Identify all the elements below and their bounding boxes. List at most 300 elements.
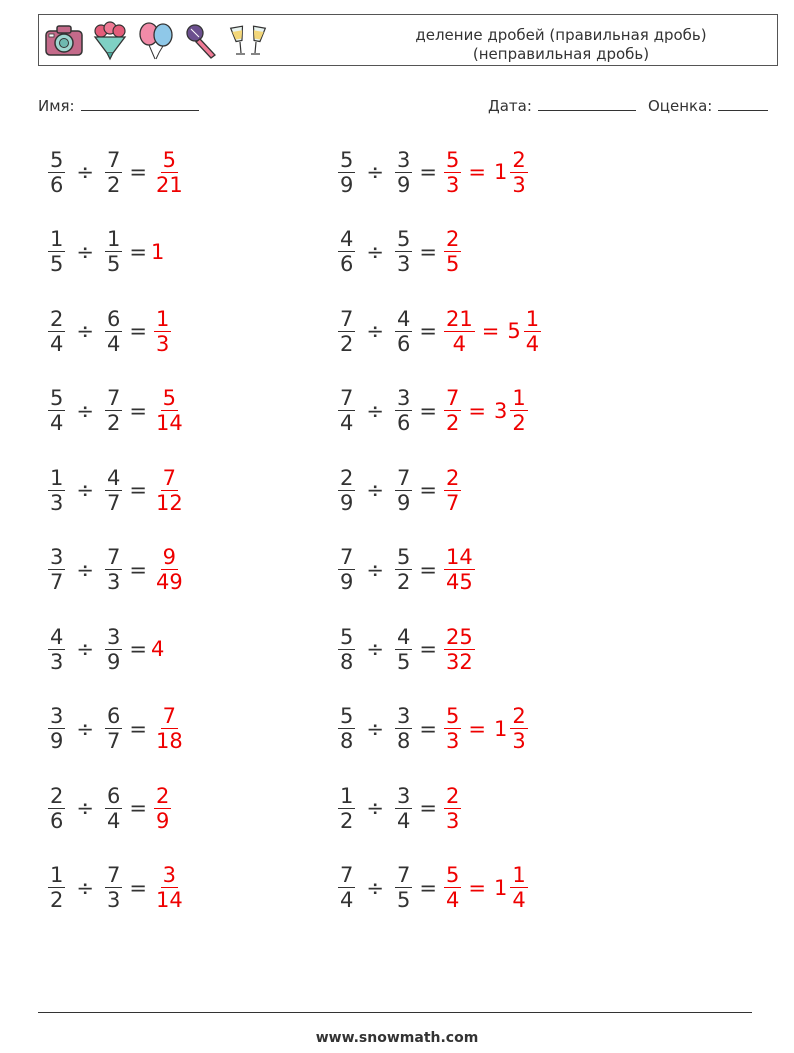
dividend-fraction xyxy=(338,704,355,753)
answer-fraction-denominator: 49 xyxy=(155,570,183,594)
dividend-fraction-denominator: 2 xyxy=(340,331,354,356)
answer xyxy=(151,307,174,356)
answer xyxy=(441,625,478,674)
dividend-fraction-numerator: 3 xyxy=(50,545,64,569)
answer-fraction-denominator: 4 xyxy=(445,888,460,912)
division-sign: ÷ xyxy=(366,875,384,900)
answer-fraction-numerator: 7 xyxy=(445,386,460,410)
dividend-fraction-numerator: 5 xyxy=(340,624,354,649)
division-sign: ÷ xyxy=(366,478,384,502)
division-sign: ÷ xyxy=(366,239,384,264)
problem-row xyxy=(45,540,188,600)
division-sign: ÷ xyxy=(76,796,94,820)
dividend-fraction xyxy=(48,863,65,912)
equals-sign: = xyxy=(419,716,437,741)
camera-icon xyxy=(43,21,85,61)
divisor-fraction-numerator: 5 xyxy=(396,545,411,569)
equals-sign: = xyxy=(129,557,147,582)
mixed-fraction-denominator: 2 xyxy=(512,411,526,435)
answer-fraction-denominator: 3 xyxy=(155,331,170,356)
dividend-fraction-numerator: 2 xyxy=(50,783,64,808)
answer-fraction xyxy=(154,386,185,435)
divisor-fraction-denominator: 5 xyxy=(106,252,121,276)
balloons-icon xyxy=(135,21,177,61)
division-sign: ÷ xyxy=(76,637,94,661)
answer xyxy=(151,784,174,833)
equals-sign: = xyxy=(129,239,147,264)
divisor-fraction xyxy=(395,227,412,276)
divisor-fraction-denominator: 4 xyxy=(396,808,411,833)
dividend-fraction-denominator: 3 xyxy=(50,649,64,674)
footer-url: www.snowmath.com xyxy=(315,1030,479,1046)
dividend-fraction-numerator: 7 xyxy=(340,545,354,569)
microphone-icon xyxy=(181,21,223,61)
mixed-whole: 1 xyxy=(493,875,508,900)
dividend-fraction-denominator: 8 xyxy=(340,649,354,674)
division-sign: ÷ xyxy=(366,796,384,820)
mixed-whole: 1 xyxy=(493,716,508,741)
division-sign: ÷ xyxy=(366,557,384,582)
divisor-fraction-denominator: 7 xyxy=(106,729,121,753)
answer-fraction-denominator: 21 xyxy=(155,172,183,197)
dividend-fraction-denominator: 3 xyxy=(50,490,64,515)
answer xyxy=(151,148,188,197)
dividend-fraction-denominator: 9 xyxy=(340,172,354,197)
divisor-fraction-denominator: 9 xyxy=(106,649,121,674)
answer-fraction-denominator: 4 xyxy=(452,331,467,356)
dividend-fraction xyxy=(338,227,355,276)
dividend-fraction-numerator: 7 xyxy=(340,863,354,887)
answer-whole: 4 xyxy=(150,637,165,661)
divisor-fraction xyxy=(395,625,412,674)
answer-equals-sign: = xyxy=(468,875,486,900)
divisor-fraction-denominator: 9 xyxy=(396,172,411,197)
dividend-fraction-numerator: 1 xyxy=(50,863,64,887)
division-sign: ÷ xyxy=(366,398,384,423)
problem-row xyxy=(45,460,188,520)
divisor-fraction-denominator: 2 xyxy=(106,172,121,197)
mixed-fraction-denominator: 3 xyxy=(512,172,526,197)
division-sign: ÷ xyxy=(76,557,94,582)
divisor-fraction-numerator: 3 xyxy=(396,704,411,728)
title-line-1: деление дробей (правильная дробь) xyxy=(415,26,707,44)
answer-fraction xyxy=(154,863,185,912)
answer-fraction-denominator: 3 xyxy=(445,808,460,833)
worksheet-header xyxy=(38,14,778,66)
answer-fraction-denominator: 7 xyxy=(445,490,460,515)
problem-row xyxy=(45,778,174,838)
answer-fraction-numerator: 5 xyxy=(162,147,177,172)
divisor-fraction xyxy=(105,625,122,674)
divisor-fraction-denominator: 8 xyxy=(396,729,411,753)
divisor-fraction xyxy=(105,784,122,833)
divisor-fraction-numerator: 7 xyxy=(396,465,411,490)
divisor-fraction-denominator: 3 xyxy=(106,570,121,594)
divisor-fraction xyxy=(105,148,122,197)
dividend-fraction-denominator: 7 xyxy=(50,570,64,594)
answer xyxy=(441,148,531,197)
dividend-fraction xyxy=(338,148,355,197)
dividend-fraction xyxy=(338,307,355,356)
dividend-fraction-numerator: 7 xyxy=(340,306,354,331)
dividend-fraction xyxy=(338,863,355,912)
mixed-fraction-numerator: 2 xyxy=(512,147,526,172)
grade-line[interactable] xyxy=(718,96,768,111)
answer-fraction-numerator: 7 xyxy=(162,704,177,728)
equals-sign: = xyxy=(419,796,437,820)
equals-sign: = xyxy=(129,478,147,502)
divisor-fraction xyxy=(395,863,412,912)
flower-bouquet-icon xyxy=(89,21,131,61)
answer xyxy=(441,386,531,435)
divisor-fraction xyxy=(395,545,412,594)
answer-fraction-numerator: 5 xyxy=(445,863,460,887)
dividend-fraction-numerator: 1 xyxy=(50,465,64,490)
problem-row xyxy=(45,381,188,441)
equals-sign: = xyxy=(419,160,437,184)
mixed-fraction-numerator: 1 xyxy=(512,386,526,410)
divisor-fraction-denominator: 6 xyxy=(396,411,411,435)
dividend-fraction-denominator: 9 xyxy=(50,729,64,753)
mixed-fraction-numerator: 1 xyxy=(525,306,540,331)
answer-fraction-denominator: 9 xyxy=(155,808,170,833)
date-line[interactable] xyxy=(538,96,636,111)
dividend-fraction xyxy=(48,148,65,197)
equals-sign: = xyxy=(129,160,147,184)
answer-fraction xyxy=(444,784,461,833)
problem-row xyxy=(335,142,531,202)
answer-equals-sign: = xyxy=(468,398,486,423)
dividend-fraction-numerator: 7 xyxy=(340,386,354,410)
divisor-fraction-numerator: 3 xyxy=(106,624,121,649)
worksheet-title xyxy=(381,26,741,64)
mixed-fraction-denominator: 3 xyxy=(512,729,526,753)
divisor-fraction-numerator: 6 xyxy=(106,704,121,728)
problem-row xyxy=(335,778,464,838)
dividend-fraction-denominator: 2 xyxy=(340,808,354,833)
divisor-fraction xyxy=(105,863,122,912)
answer-fraction-numerator: 5 xyxy=(445,704,460,728)
answer-fraction xyxy=(444,704,461,753)
problem-row xyxy=(45,858,188,918)
answer-fraction xyxy=(154,545,185,594)
equals-sign: = xyxy=(129,398,147,423)
equals-sign: = xyxy=(419,398,437,423)
dividend-fraction-denominator: 4 xyxy=(50,331,64,356)
equals-sign: = xyxy=(129,637,147,661)
answer-fraction-numerator: 2 xyxy=(445,783,460,808)
division-sign: ÷ xyxy=(76,478,94,502)
answer-fraction xyxy=(154,466,185,515)
header-icons xyxy=(43,21,269,61)
answer-fraction xyxy=(154,148,185,197)
dividend-fraction-numerator: 2 xyxy=(50,306,64,331)
answer xyxy=(151,637,164,661)
problem-row xyxy=(45,142,188,202)
problem-row xyxy=(335,460,464,520)
dividend-fraction-numerator: 5 xyxy=(340,147,354,172)
dividend-fraction xyxy=(48,545,65,594)
divisor-fraction-numerator: 7 xyxy=(396,863,411,887)
divisor-fraction xyxy=(395,386,412,435)
dividend-fraction xyxy=(48,227,65,276)
mixed-whole: 1 xyxy=(493,160,508,184)
mixed-fraction-numerator: 1 xyxy=(512,863,526,887)
divisor-fraction xyxy=(395,466,412,515)
answer-fraction xyxy=(444,625,475,674)
answer-fraction-numerator: 14 xyxy=(445,545,473,569)
divisor-fraction-denominator: 2 xyxy=(396,570,411,594)
divisor-fraction-numerator: 3 xyxy=(396,783,411,808)
dividend-fraction xyxy=(48,625,65,674)
mixed-fraction xyxy=(510,863,527,912)
dividend-fraction xyxy=(338,784,355,833)
divisor-fraction-denominator: 7 xyxy=(106,490,121,515)
divisor-fraction-denominator: 3 xyxy=(396,252,411,276)
footer-divider xyxy=(38,1012,752,1013)
equals-sign: = xyxy=(419,239,437,264)
division-sign: ÷ xyxy=(366,637,384,661)
answer xyxy=(441,227,464,276)
problem-row xyxy=(335,301,544,361)
answer-fraction-numerator: 2 xyxy=(445,227,460,251)
answer xyxy=(151,386,188,435)
answer-fraction-numerator: 5 xyxy=(162,386,177,410)
divisor-fraction xyxy=(395,784,412,833)
champagne-glasses-icon xyxy=(227,21,269,61)
division-sign: ÷ xyxy=(76,875,94,900)
answer-fraction-denominator: 2 xyxy=(445,411,460,435)
answer-equals-sign: = xyxy=(468,716,486,741)
answer-equals-sign: = xyxy=(481,319,500,343)
divisor-fraction xyxy=(105,307,122,356)
mixed-fraction xyxy=(510,386,527,435)
division-sign: ÷ xyxy=(366,319,384,343)
answer xyxy=(151,240,164,264)
dividend-fraction-numerator: 3 xyxy=(50,704,64,728)
dividend-fraction-numerator: 5 xyxy=(50,386,64,410)
equals-sign: = xyxy=(129,319,147,343)
divisor-fraction xyxy=(395,148,412,197)
answer-fraction xyxy=(444,307,475,356)
divisor-fraction-denominator: 5 xyxy=(396,888,411,912)
divisor-fraction-numerator: 7 xyxy=(106,545,121,569)
dividend-fraction xyxy=(338,466,355,515)
divisor-fraction-numerator: 5 xyxy=(396,227,411,251)
dividend-fraction-numerator: 1 xyxy=(340,783,354,808)
divisor-fraction xyxy=(395,307,412,356)
dividend-fraction-denominator: 6 xyxy=(50,172,64,197)
equals-sign: = xyxy=(419,875,437,900)
name-label: Имя: xyxy=(38,97,75,115)
answer xyxy=(441,466,464,515)
problem-row xyxy=(335,619,478,679)
answer-fraction-denominator: 3 xyxy=(445,172,460,197)
divisor-fraction-denominator: 6 xyxy=(396,331,411,356)
mixed-fraction-denominator: 4 xyxy=(512,888,526,912)
answer-equals-sign: = xyxy=(468,160,486,184)
divisor-fraction-numerator: 1 xyxy=(106,227,121,251)
equals-sign: = xyxy=(129,716,147,741)
divisor-fraction xyxy=(395,704,412,753)
problem-row xyxy=(335,540,478,600)
answer-fraction-denominator: 45 xyxy=(445,570,473,594)
divisor-fraction-numerator: 3 xyxy=(396,147,411,172)
title-line-2: (неправильная дробь) xyxy=(472,45,650,63)
divisor-fraction-numerator: 7 xyxy=(106,386,121,410)
dividend-fraction-denominator: 4 xyxy=(340,888,354,912)
answer xyxy=(151,704,188,753)
mixed-fraction-denominator: 4 xyxy=(525,331,540,356)
answer-fraction-denominator: 3 xyxy=(445,729,460,753)
divisor-fraction-denominator: 4 xyxy=(106,808,121,833)
problem-row xyxy=(45,222,164,282)
answer xyxy=(441,704,531,753)
answer-fraction-denominator: 18 xyxy=(155,729,183,753)
answer xyxy=(441,307,544,356)
mixed-whole: 3 xyxy=(493,398,508,423)
answer-fraction xyxy=(444,386,461,435)
answer-fraction xyxy=(444,227,461,276)
divisor-fraction-numerator: 4 xyxy=(106,465,121,490)
dividend-fraction xyxy=(48,704,65,753)
answer-fraction xyxy=(444,148,461,197)
divisor-fraction-denominator: 9 xyxy=(396,490,411,515)
divisor-fraction xyxy=(105,227,122,276)
mixed-fraction xyxy=(524,307,541,356)
grade-field[interactable] xyxy=(648,96,768,115)
answer-fraction-denominator: 14 xyxy=(155,888,183,912)
answer xyxy=(441,863,531,912)
dividend-fraction xyxy=(48,386,65,435)
dividend-fraction xyxy=(48,466,65,515)
dividend-fraction-numerator: 4 xyxy=(340,227,354,251)
division-sign: ÷ xyxy=(76,160,94,184)
dividend-fraction-denominator: 6 xyxy=(50,808,64,833)
division-sign: ÷ xyxy=(76,398,94,423)
equals-sign: = xyxy=(419,637,437,661)
answer-fraction-numerator: 5 xyxy=(445,147,460,172)
dividend-fraction-denominator: 8 xyxy=(340,729,354,753)
problem-row xyxy=(45,699,188,759)
division-sign: ÷ xyxy=(366,716,384,741)
grade-label: Оценка: xyxy=(648,97,713,115)
dividend-fraction-denominator: 6 xyxy=(340,252,354,276)
equals-sign: = xyxy=(129,796,147,820)
divisor-fraction-denominator: 5 xyxy=(396,649,411,674)
date-field[interactable] xyxy=(488,96,636,115)
dividend-fraction xyxy=(338,386,355,435)
divisor-fraction xyxy=(105,545,122,594)
problem-row xyxy=(335,858,531,918)
answer-fraction xyxy=(444,545,475,594)
name-line[interactable] xyxy=(81,96,199,111)
equals-sign: = xyxy=(419,478,437,502)
answer-whole: 1 xyxy=(150,239,165,264)
dividend-fraction-numerator: 1 xyxy=(50,227,64,251)
answer-fraction-numerator: 7 xyxy=(162,465,177,490)
mixed-fraction xyxy=(510,148,527,197)
answer xyxy=(441,784,464,833)
divisor-fraction-numerator: 6 xyxy=(106,306,121,331)
division-sign: ÷ xyxy=(76,716,94,741)
answer xyxy=(151,466,188,515)
answer xyxy=(151,545,188,594)
divisor-fraction xyxy=(105,466,122,515)
mixed-fraction xyxy=(510,704,527,753)
answer-fraction xyxy=(444,466,461,515)
divisor-fraction-denominator: 2 xyxy=(106,411,121,435)
dividend-fraction-denominator: 5 xyxy=(50,252,64,276)
answer-fraction-numerator: 21 xyxy=(445,306,473,331)
divisor-fraction-denominator: 4 xyxy=(106,331,121,356)
mixed-fraction-numerator: 2 xyxy=(512,704,526,728)
dividend-fraction-denominator: 9 xyxy=(340,570,354,594)
dividend-fraction-denominator: 4 xyxy=(340,411,354,435)
divisor-fraction-numerator: 4 xyxy=(396,624,411,649)
answer-fraction xyxy=(154,307,171,356)
equals-sign: = xyxy=(419,319,437,343)
answer-fraction-numerator: 9 xyxy=(162,545,177,569)
problem-row xyxy=(335,381,531,441)
problem-row xyxy=(335,222,464,282)
answer-fraction-numerator: 2 xyxy=(445,465,460,490)
dividend-fraction xyxy=(338,545,355,594)
divisor-fraction xyxy=(105,386,122,435)
answer-fraction-denominator: 12 xyxy=(155,490,183,515)
dividend-fraction-denominator: 4 xyxy=(50,411,64,435)
divisor-fraction xyxy=(105,704,122,753)
mixed-whole: 5 xyxy=(507,319,521,343)
divisor-fraction-numerator: 3 xyxy=(396,386,411,410)
dividend-fraction xyxy=(48,307,65,356)
answer xyxy=(441,545,478,594)
dividend-fraction-numerator: 5 xyxy=(50,147,64,172)
dividend-fraction-denominator: 2 xyxy=(50,888,64,912)
answer xyxy=(151,863,188,912)
answer-fraction-denominator: 32 xyxy=(445,649,473,674)
dividend-fraction xyxy=(338,625,355,674)
problem-row xyxy=(45,619,164,679)
equals-sign: = xyxy=(129,875,147,900)
answer-fraction-numerator: 1 xyxy=(155,306,170,331)
dividend-fraction-numerator: 5 xyxy=(340,704,354,728)
divisor-fraction-numerator: 7 xyxy=(106,147,121,172)
dividend-fraction xyxy=(48,784,65,833)
divisor-fraction-numerator: 7 xyxy=(106,863,121,887)
answer-fraction-numerator: 3 xyxy=(162,863,177,887)
answer-fraction xyxy=(154,784,171,833)
dividend-fraction-numerator: 4 xyxy=(50,624,64,649)
divisor-fraction-denominator: 3 xyxy=(106,888,121,912)
division-sign: ÷ xyxy=(76,319,94,343)
answer-fraction-numerator: 2 xyxy=(155,783,170,808)
dividend-fraction-denominator: 9 xyxy=(340,490,354,515)
answer-fraction-numerator: 25 xyxy=(445,624,473,649)
division-sign: ÷ xyxy=(76,239,94,264)
date-label: Дата: xyxy=(488,97,532,115)
problem-row xyxy=(335,699,531,759)
dividend-fraction-numerator: 2 xyxy=(340,465,354,490)
answer-fraction xyxy=(444,863,461,912)
division-sign: ÷ xyxy=(366,160,384,184)
name-field[interactable] xyxy=(38,96,199,115)
answer-fraction xyxy=(154,704,185,753)
answer-fraction-denominator: 14 xyxy=(155,411,183,435)
answer-fraction-denominator: 5 xyxy=(445,252,460,276)
divisor-fraction-numerator: 4 xyxy=(396,306,411,331)
equals-sign: = xyxy=(419,557,437,582)
